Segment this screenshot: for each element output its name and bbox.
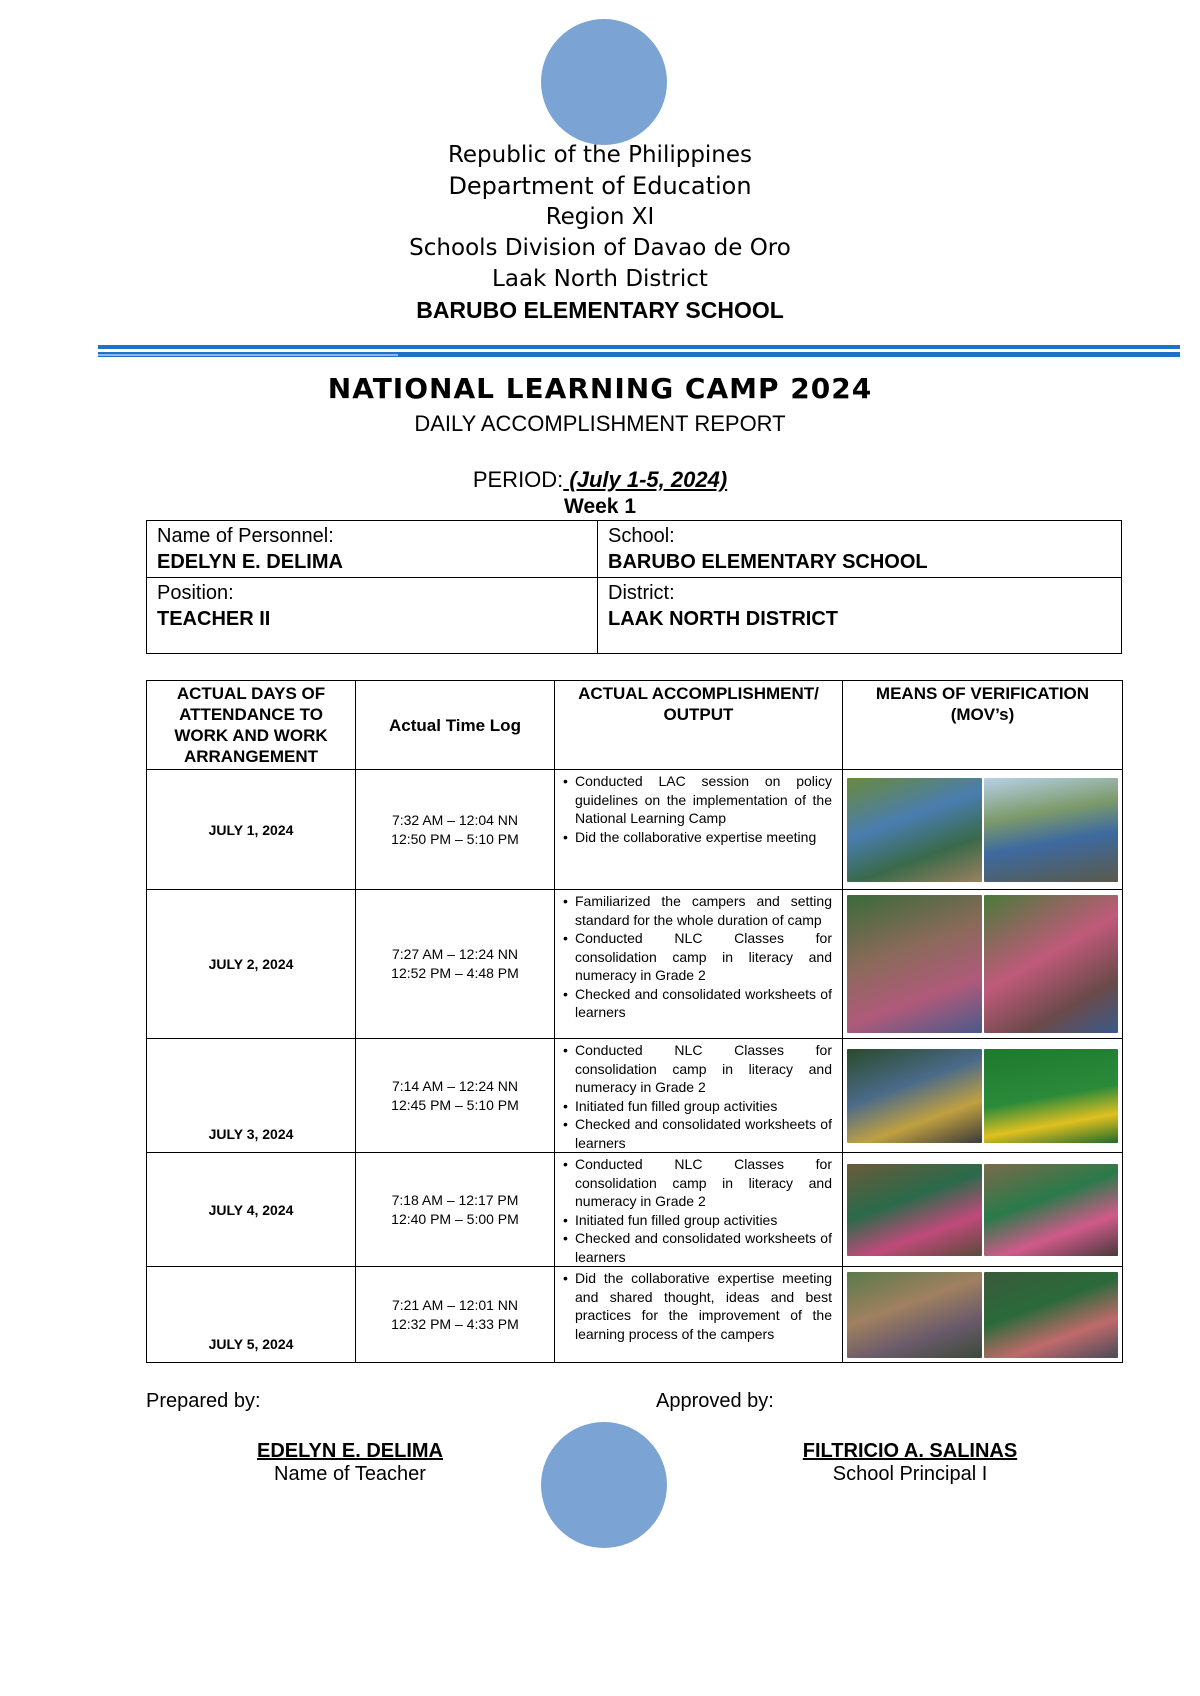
school-seal-logo <box>541 1422 667 1548</box>
header-time-log: Actual Time Log <box>356 681 555 770</box>
time-log-afternoon: 12:32 PM – 4:33 PM <box>391 1315 519 1332</box>
accomplishment-item: • Conducted NLC Classes for consolidation camp in literacy and numeracy in Grade 2 <box>563 1041 832 1097</box>
mov-photo <box>847 1049 982 1143</box>
header-attendance-days: ACTUAL DAYS OF ATTENDANCE TO WORK AND WORK ARRANGEMENT <box>147 681 356 770</box>
accomplishment-item: • Initiated fun filled group activities <box>563 1097 832 1116</box>
report-period <box>0 467 1200 493</box>
accomplishment-item: • Checked and consolidated worksheets of learners <box>563 985 832 1022</box>
district-value: LAAK NORTH DISTRICT <box>608 608 838 630</box>
position-value: TEACHER II <box>157 608 271 630</box>
letterhead-district: Laak North District <box>492 266 708 292</box>
row-mov-photos <box>843 770 1123 890</box>
row-accomplishments <box>555 1267 843 1363</box>
period-value: (July 1-5, 2024) <box>563 467 728 492</box>
row-date: JULY 1, 2024 <box>147 770 356 890</box>
principal-name: FILTRICIO A. SALINAS <box>802 1440 1018 1462</box>
approved-by-label: Approved by: <box>656 1390 774 1412</box>
time-log-afternoon: 12:40 PM – 5:00 PM <box>391 1210 519 1227</box>
report-week: Week 1 <box>564 495 636 518</box>
letterhead-department: Department of Education <box>448 172 752 200</box>
accomplishment-item: • Did the collaborative expertise meeting <box>563 828 832 847</box>
table-row <box>147 890 1123 1039</box>
accomplishment-item: • Conducted LAC session on policy guidelines on the implementation of the National Learning Camp <box>563 772 832 828</box>
row-mov-photos <box>843 1153 1123 1267</box>
mov-photo <box>984 1049 1119 1143</box>
row-time-log <box>356 1039 555 1153</box>
time-log-morning: 7:32 AM – 12:04 NN <box>391 811 519 828</box>
header-accomplishment: ACTUAL ACCOMPLISHMENT/ OUTPUT <box>555 681 843 770</box>
row-accomplishments <box>555 1039 843 1153</box>
school-label: School: <box>608 525 675 547</box>
accomplishment-item: • Initiated fun filled group activities <box>563 1211 832 1230</box>
prepared-by-label: Prepared by: <box>146 1390 261 1412</box>
row-mov-photos <box>843 1039 1123 1153</box>
letterhead-region: Region XI <box>545 204 655 230</box>
time-log-afternoon: 12:52 PM – 4:48 PM <box>391 965 519 981</box>
district-label: District: <box>608 582 675 604</box>
teacher-role: Name of Teacher <box>274 1463 426 1485</box>
table-row <box>147 1039 1123 1153</box>
letterhead-republic: Republic of the Philippines <box>447 142 753 168</box>
report-title: NATIONAL LEARNING CAMP 2024 <box>327 372 873 405</box>
teacher-name: EDELYN E. DELIMA <box>257 1440 443 1462</box>
accomplishment-table <box>146 680 1123 1363</box>
row-mov-photos <box>843 1267 1123 1363</box>
row-date: JULY 5, 2024 <box>147 1267 356 1363</box>
table-row <box>147 1153 1123 1267</box>
deped-seal-logo <box>541 19 667 145</box>
principal-signature-block <box>760 1440 1060 1486</box>
mov-photo <box>847 778 982 882</box>
row-accomplishments <box>555 1153 843 1267</box>
row-mov-photos <box>843 890 1123 1039</box>
report-title-block <box>0 372 1200 519</box>
row-accomplishments <box>555 890 843 1039</box>
time-log-afternoon: 12:45 PM – 5:10 PM <box>391 1096 519 1113</box>
mov-photo <box>984 778 1119 882</box>
accomplishment-item: • Checked and consolidated worksheets of learners <box>563 1115 832 1152</box>
district-cell <box>598 578 1122 654</box>
principal-role: School Principal I <box>832 1463 988 1485</box>
accomplishment-item: • Conducted NLC Classes for consolidation camp in literacy and numeracy in Grade 2 <box>563 1155 832 1211</box>
accomplishment-item: • Familiarized the campers and setting standard for the whole duration of camp <box>563 892 832 929</box>
mov-photo <box>847 1164 982 1256</box>
row-time-log <box>356 1153 555 1267</box>
table-row <box>147 770 1123 890</box>
row-time-log <box>356 770 555 890</box>
row-time-log <box>356 1267 555 1363</box>
personnel-info-table <box>146 520 1122 654</box>
personnel-name-cell <box>147 521 598 578</box>
period-label: PERIOD: <box>472 467 564 492</box>
letterhead <box>0 140 1200 326</box>
mov-photo <box>984 1272 1119 1358</box>
report-subtitle: DAILY ACCOMPLISHMENT REPORT <box>414 411 786 436</box>
mov-photo <box>847 1272 982 1358</box>
row-date: JULY 2, 2024 <box>147 890 356 1039</box>
position-cell <box>147 578 598 654</box>
accomplishment-item: • Checked and consolidated worksheets of learners <box>563 1229 832 1266</box>
school-value: BARUBO ELEMENTARY SCHOOL <box>608 551 928 573</box>
accomplishment-item: • Did the collaborative expertise meeting and shared thought, ideas and best practices for the improvement of the learning process of the campers <box>563 1269 832 1343</box>
time-log-afternoon: 12:50 PM – 5:10 PM <box>391 830 519 847</box>
time-log-morning: 7:14 AM – 12:24 NN <box>391 1077 519 1094</box>
position-label: Position: <box>157 582 234 604</box>
header-divider-accent <box>98 354 398 356</box>
mov-photo <box>984 1164 1119 1256</box>
row-time-log <box>356 890 555 1039</box>
header-divider-top <box>98 345 1180 349</box>
personnel-name-value: EDELYN E. DELIMA <box>157 551 343 573</box>
header-mov: MEANS OF VERIFICATION (MOV’s) <box>843 681 1123 770</box>
time-log-morning: 7:18 AM – 12:17 PM <box>391 1191 519 1208</box>
table-row <box>147 1267 1123 1363</box>
school-cell <box>598 521 1122 578</box>
letterhead-division: Schools Division of Davao de Oro <box>409 235 791 261</box>
accomplishment-item: • Conducted NLC Classes for consolidation camp in literacy and numeracy in Grade 2 <box>563 929 832 985</box>
teacher-signature-block <box>220 1440 480 1486</box>
personnel-name-label: Name of Personnel: <box>157 525 334 547</box>
row-date: JULY 3, 2024 <box>147 1039 356 1153</box>
mov-photo <box>847 895 982 1033</box>
row-accomplishments <box>555 770 843 890</box>
row-date: JULY 4, 2024 <box>147 1153 356 1267</box>
letterhead-school: BARUBO ELEMENTARY SCHOOL <box>416 297 784 323</box>
mov-photo <box>984 895 1119 1033</box>
time-log-morning: 7:27 AM – 12:24 NN <box>391 946 519 962</box>
time-log-morning: 7:21 AM – 12:01 NN <box>391 1296 519 1313</box>
